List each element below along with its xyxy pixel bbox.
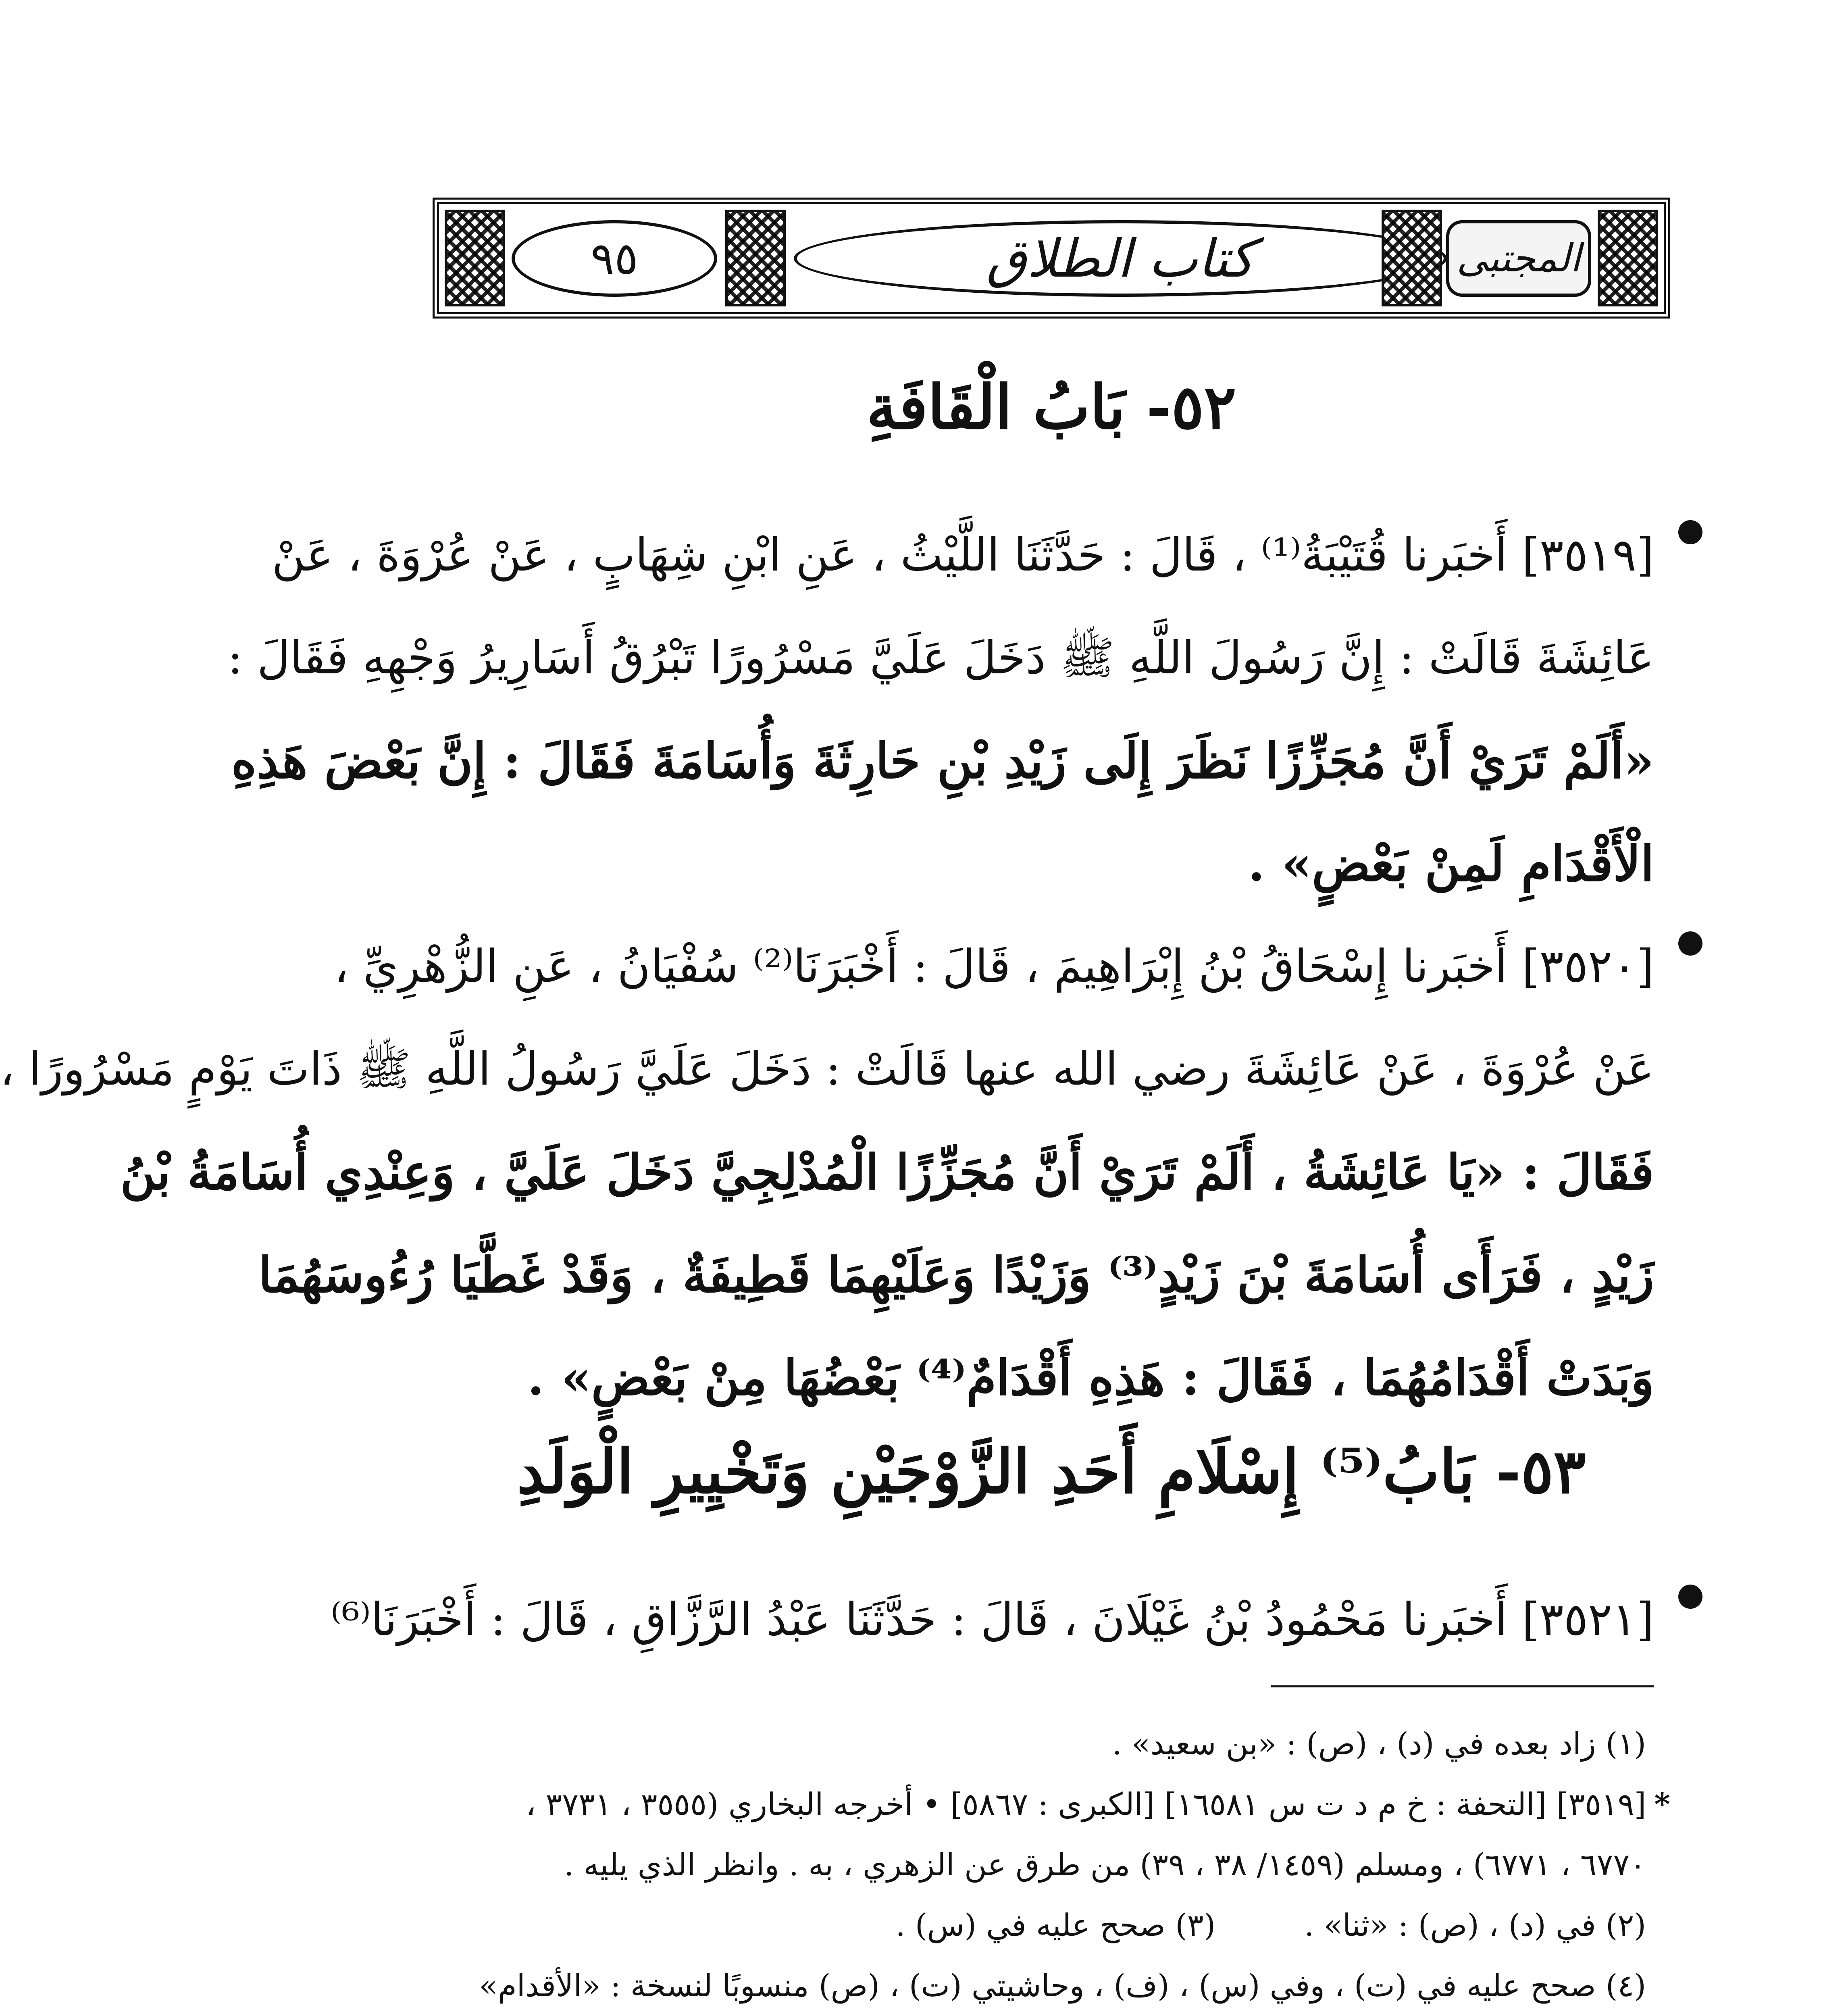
ornament-left-outer xyxy=(445,210,505,306)
bullet-icon xyxy=(1678,931,1702,956)
hadith-line: [٣٥٢٠] أَخبَرنا إِسْحَاقُ بْنُ إِبْرَاهِيمَ ، قَالَ : أَخْبَرَنَا⁽²⁾ سُفْيَانُ ، عَنِ الزُّهْرِيِّ ، xyxy=(334,940,1654,993)
book-logo: المجتبى xyxy=(1446,220,1591,297)
hadith-line: [٣٥١٩] أَخبَرنا قُتَيْبَةُ⁽¹⁾ ، قَالَ : حَدَّثَنَا اللَّيْثُ ، عَنِ ابْنِ شِهَابٍ ، عَنْ عُرْوَةَ ، عَنْ xyxy=(272,529,1654,581)
ornament-right-inner xyxy=(1382,210,1442,306)
page-number: ٩٥ xyxy=(512,220,717,297)
footnote-divider xyxy=(1271,1685,1654,1687)
ornament-right-outer xyxy=(1598,210,1658,306)
footnotes xyxy=(433,1714,1670,2016)
footnote-3: (٣) صحح عليه في (س) . xyxy=(895,1907,1216,1943)
hadith-3521 xyxy=(330,1568,1702,1671)
hadith-line: عَنْ عُرْوَةَ ، عَنْ عَائِشَةَ رضي الله عنها قَالَتْ : دَخَلَ عَلَيَّ رَسُولُ اللَّهِ ﷺ ذَاتَ يَوْمٍ مَسْرُورًا ، xyxy=(0,1043,1654,1095)
footnote-1: (١) زاد بعده في (د) ، (ص) : «بن سعيد» . xyxy=(1112,1726,1646,1762)
hadith-3519 xyxy=(227,504,1702,915)
hadith-line: «أَلَمْ تَرَيْ أَنَّ مُجَزِّزًا نَظَرَ إِلَى زَيْدِ بْنِ حَارِثَةَ وَأُسَامَةَ فَقَالَ : إِنَّ بَعْضَ هَذِهِ xyxy=(231,733,1654,789)
footnote-2: (٢) في (د) ، (ص) : «ثنا» . xyxy=(1304,1907,1646,1943)
hadith-line: [٣٥٢١] أَخبَرنا مَحْمُودُ بْنُ غَيْلَانَ ، قَالَ : حَدَّثَنَا عَبْدُ الرَّزَّاقِ ، قَالَ : أَخْبَرَنَا⁽⁶⁾ xyxy=(330,1593,1654,1646)
footnote-ref-3519-cont: ٦٧٧٠ ، ٦٧٧١) ، ومسلم (١٤٥٩/ ٣٨ ، ٣٩) من طرق عن الزهري ، به . وانظر الذي يليه . xyxy=(564,1847,1646,1883)
chapter-title: كتاب الطلاق xyxy=(794,220,1447,297)
hadith-line: فَقَالَ : «يَا عَائِشَةُ ، أَلَمْ تَرَيْ أَنَّ مُجَزِّزًا الْمُدْلِجِيَّ دَخَلَ عَلَيَّ ، وَعِنْدِي أُسَامَةُ بْنُ xyxy=(120,1144,1654,1201)
footnote-4: (٤) صحح عليه في (ت) ، وفي (س) ، (ف) ، وحاشيتي (ت) ، (ص) منسوبًا لنسخة : «الأقدام» xyxy=(479,1968,1646,2004)
star-icon: * xyxy=(1654,1786,1670,1822)
bullet-icon xyxy=(1678,520,1702,544)
ornament-left-inner xyxy=(725,210,786,306)
page-header xyxy=(433,198,1670,319)
hadith-line: عَائِشَةَ قَالَتْ : إِنَّ رَسُولَ اللَّهِ ﷺ دَخَلَ عَلَيَّ مَسْرُورًا تَبْرُقُ أَسَارِيرُ وَجْهِهِ فَقَالَ : xyxy=(227,632,1654,684)
bullet-icon xyxy=(1678,1585,1702,1609)
section-title-53: ٥٣- بَابُ⁽⁵⁾ إِسْلَامِ أَحَدِ الزَّوْجَيْنِ وَتَخْيِيرِ الْوَلَدِ xyxy=(517,1436,1586,1507)
hadith-3520 xyxy=(0,915,1702,1429)
hadith-line: زَيْدٍ ، فَرَأَى أُسَامَةَ بْنَ زَيْدٍ⁽³⁾ وَزَيْدًا وَعَلَيْهِمَا قَطِيفَةٌ ، وَقَدْ غَطَّيَا رُءُوسَهُمَا xyxy=(258,1247,1654,1304)
footnote-ref-3519: [٣٥١٩] [التحفة : خ م د ت س ١٦٥٨١] [الكبرى : ٥٨٦٧] • أخرجه البخاري (٣٥٥٥ ، ٣٧٣١ ، xyxy=(526,1786,1646,1822)
hadith-line: الْأَقْدَامِ لَمِنْ بَعْضٍ» . xyxy=(1248,835,1654,892)
hadith-line: وَبَدَتْ أَقْدَامُهُمَا ، فَقَالَ : هَذِهِ أَقْدَامٌ⁽⁴⁾ بَعْضُهَا مِنْ بَعْضٍ» . xyxy=(527,1350,1654,1406)
section-title-52: ٥٢- بَابُ الْقَافَةِ xyxy=(866,372,1236,443)
